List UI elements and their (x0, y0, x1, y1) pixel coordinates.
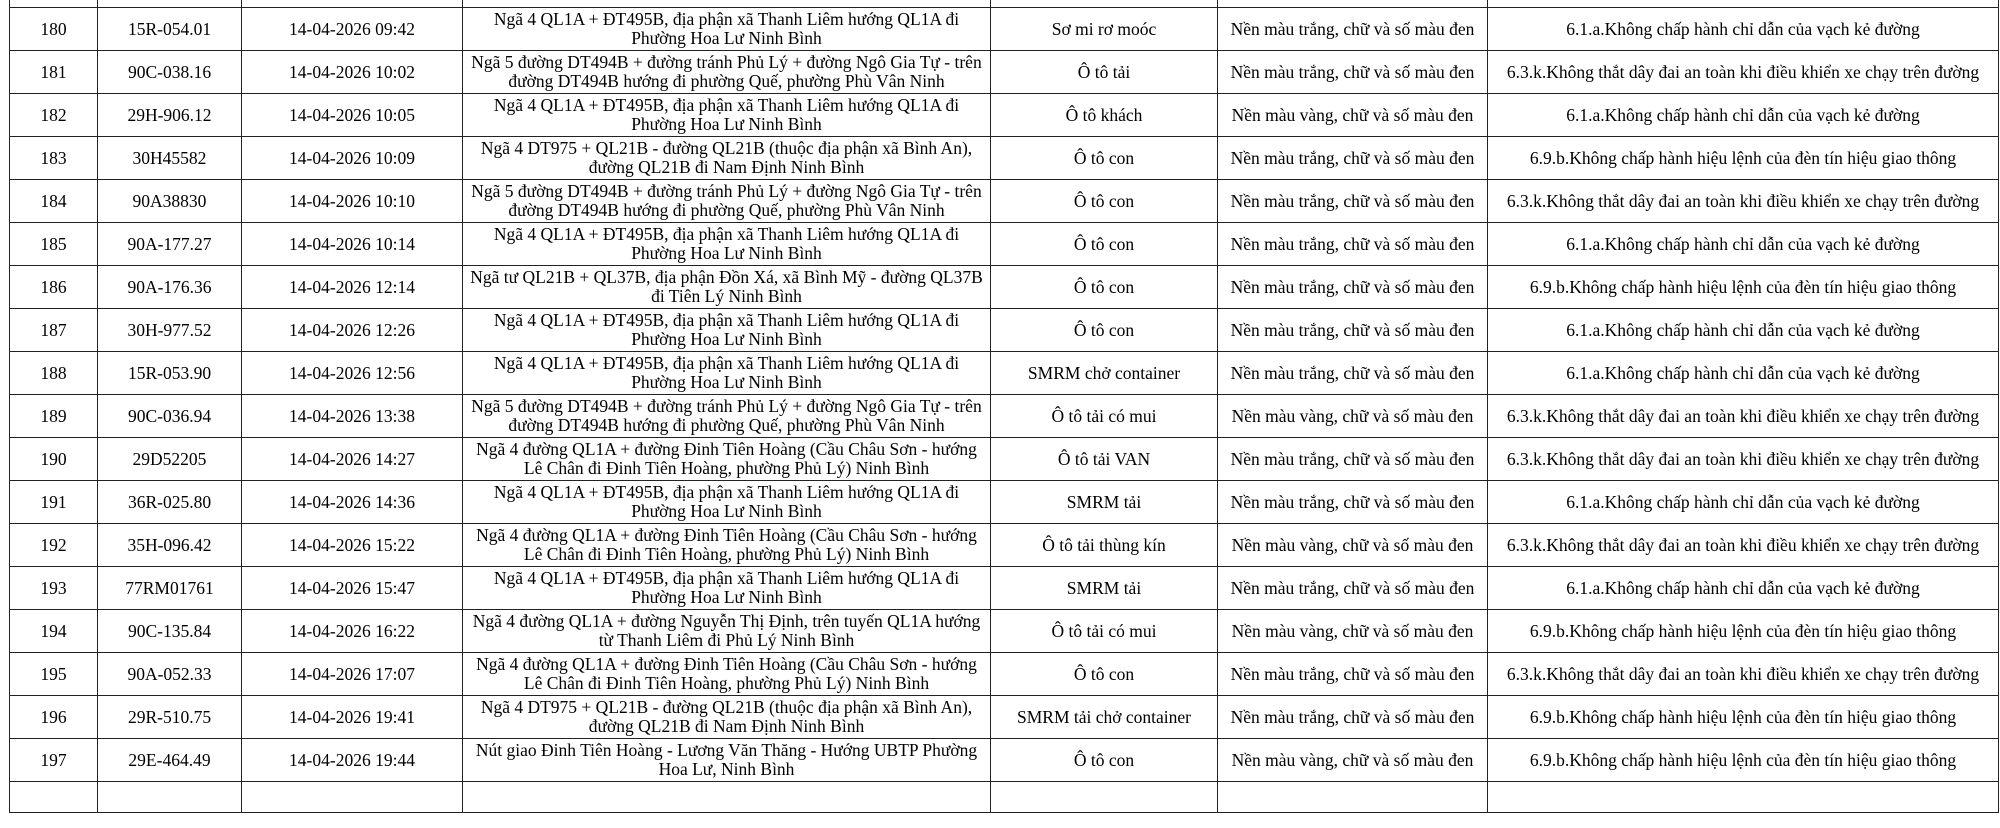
violation-cell: 6.3.k.Không thắt dây đai an toàn khi điều khiển xe chạy trên đường (1488, 395, 1999, 438)
violation-time-cell: 14-04-2026 13:38 (242, 395, 463, 438)
vehicle-type-cell: Ô tô tải thùng kín (991, 524, 1218, 567)
plate-number-cell: 29D52205 (98, 438, 242, 481)
table-row (10, 610, 1999, 653)
plate-number-cell: 90C-036.94 (98, 395, 242, 438)
violation-cell: 6.1.a.Không chấp hành chỉ dẫn của vạch kẻ đường (1488, 567, 1999, 610)
violation-time-cell: 14-04-2026 10:05 (242, 94, 463, 137)
violation-cell: 6.9.b.Không chấp hành hiệu lệnh của đèn tín hiệu giao thông (1488, 696, 1999, 739)
vehicle-type-cell: Ô tô con (991, 739, 1218, 782)
location-cell: Nút giao Đinh Tiên Hoàng - Lương Văn Thăng - Hướng UBTP Phường Hoa Lư, Ninh Bình (463, 739, 991, 782)
table-row (10, 137, 1999, 180)
violation-cell: 6.9.b.Không chấp hành hiệu lệnh của đèn tín hiệu giao thông (1488, 739, 1999, 782)
plate-number-cell: 30H45582 (98, 137, 242, 180)
table-row (10, 266, 1999, 309)
plate-color-cell: Nền màu trắng, chữ và số màu đen (1218, 180, 1488, 223)
violation-time-cell: 14-04-2026 15:22 (242, 524, 463, 567)
plate-color-cell: Nền màu trắng, chữ và số màu đen (1218, 696, 1488, 739)
plate-color-cell: Nền màu trắng, chữ và số màu đen (1218, 51, 1488, 94)
table-row (10, 696, 1999, 739)
violation-cell: 6.3.k.Không thắt dây đai an toàn khi điều khiển xe chạy trên đường (1488, 180, 1999, 223)
row-number-cell: 194 (10, 610, 98, 653)
vehicle-type-cell: Ô tô con (991, 266, 1218, 309)
violation-time-cell: 14-04-2026 14:27 (242, 438, 463, 481)
table-row (10, 94, 1999, 137)
plate-color-cell: Nền màu trắng, chữ và số màu đen (1218, 567, 1488, 610)
plate-color-cell: Nền màu trắng, chữ và số màu đen (1218, 481, 1488, 524)
table-row (10, 8, 1999, 51)
plate-color-cell: Nền màu trắng, chữ và số màu đen (1218, 266, 1488, 309)
violation-time-cell: 14-04-2026 10:10 (242, 180, 463, 223)
vehicle-type-cell: Ô tô con (991, 653, 1218, 696)
plate-number-cell: 15R-053.90 (98, 352, 242, 395)
location-cell: Ngã 4 QL1A + ĐT495B, địa phận xã Thanh Liêm hướng QL1A đi Phường Hoa Lư Ninh Bình (463, 309, 991, 352)
violation-time-cell: 14-04-2026 17:07 (242, 653, 463, 696)
violation-time-cell: 14-04-2026 16:22 (242, 610, 463, 653)
row-number-cell: 196 (10, 696, 98, 739)
plate-number-cell: 15R-054.01 (98, 8, 242, 51)
plate-number-cell: 77RM01761 (98, 567, 242, 610)
partial-row-top (10, 0, 1999, 8)
plate-number-cell: 90C-038.16 (98, 51, 242, 94)
location-cell: Ngã 4 QL1A + ĐT495B, địa phận xã Thanh Liêm hướng QL1A đi Phường Hoa Lư Ninh Bình (463, 8, 991, 51)
table-row (10, 524, 1999, 567)
row-number-cell: 195 (10, 653, 98, 696)
violation-cell: 6.9.b.Không chấp hành hiệu lệnh của đèn tín hiệu giao thông (1488, 610, 1999, 653)
table-row (10, 309, 1999, 352)
location-cell: Ngã 4 đường QL1A + đường Đinh Tiên Hoàng (Cầu Châu Sơn - hướng Lê Chân đi Đinh Tiên Hoàng, phường Phủ Lý) Ninh Bình (463, 438, 991, 481)
plate-color-cell: Nền màu trắng, chữ và số màu đen (1218, 352, 1488, 395)
vehicle-type-cell: Sơ mi rơ moóc (991, 8, 1218, 51)
row-number-cell: 188 (10, 352, 98, 395)
violation-time-cell: 14-04-2026 09:42 (242, 8, 463, 51)
plate-number-cell: 90A-176.36 (98, 266, 242, 309)
vehicle-type-cell: Ô tô tải VAN (991, 438, 1218, 481)
violation-cell: 6.1.a.Không chấp hành chỉ dẫn của vạch kẻ đường (1488, 8, 1999, 51)
plate-color-cell: Nền màu vàng, chữ và số màu đen (1218, 524, 1488, 567)
plate-number-cell: 29H-906.12 (98, 94, 242, 137)
plate-color-cell: Nền màu vàng, chữ và số màu đen (1218, 610, 1488, 653)
vehicle-type-cell: Ô tô con (991, 137, 1218, 180)
location-cell: Ngã 4 đường QL1A + đường Nguyễn Thị Định, trên tuyến QL1A hướng từ Thanh Liêm đi Phủ Lý Ninh Bình (463, 610, 991, 653)
row-number-cell: 197 (10, 739, 98, 782)
violation-time-cell: 14-04-2026 10:09 (242, 137, 463, 180)
vehicle-type-cell: SMRM chở container (991, 352, 1218, 395)
partial-row-bottom (10, 782, 1999, 813)
plate-number-cell: 29R-510.75 (98, 696, 242, 739)
violation-time-cell: 14-04-2026 14:36 (242, 481, 463, 524)
location-cell: Ngã 4 QL1A + ĐT495B, địa phận xã Thanh Liêm hướng QL1A đi Phường Hoa Lư Ninh Bình (463, 352, 991, 395)
violation-cell: 6.3.k.Không thắt dây đai an toàn khi điều khiển xe chạy trên đường (1488, 653, 1999, 696)
table-row (10, 180, 1999, 223)
plate-number-cell: 36R-025.80 (98, 481, 242, 524)
location-cell: Ngã 4 QL1A + ĐT495B, địa phận xã Thanh Liêm hướng QL1A đi Phường Hoa Lư Ninh Bình (463, 481, 991, 524)
vehicle-type-cell: SMRM tải (991, 567, 1218, 610)
table-row (10, 481, 1999, 524)
vehicle-type-cell: Ô tô khách (991, 94, 1218, 137)
table-row (10, 352, 1999, 395)
plate-number-cell: 90A38830 (98, 180, 242, 223)
plate-color-cell: Nền màu trắng, chữ và số màu đen (1218, 223, 1488, 266)
violation-time-cell: 14-04-2026 12:14 (242, 266, 463, 309)
location-cell: Ngã 4 đường QL1A + đường Đinh Tiên Hoàng (Cầu Châu Sơn - hướng Lê Chân đi Đinh Tiên Hoàng, phường Phủ Lý) Ninh Bình (463, 653, 991, 696)
row-number-cell: 193 (10, 567, 98, 610)
row-number-cell: 191 (10, 481, 98, 524)
location-cell: Ngã 4 QL1A + ĐT495B, địa phận xã Thanh Liêm hướng QL1A đi Phường Hoa Lư Ninh Bình (463, 94, 991, 137)
plate-color-cell: Nền màu vàng, chữ và số màu đen (1218, 94, 1488, 137)
violation-cell: 6.9.b.Không chấp hành hiệu lệnh của đèn tín hiệu giao thông (1488, 137, 1999, 180)
row-number-cell: 190 (10, 438, 98, 481)
plate-number-cell: 29E-464.49 (98, 739, 242, 782)
plate-color-cell: Nền màu trắng, chữ và số màu đen (1218, 137, 1488, 180)
row-number-cell: 183 (10, 137, 98, 180)
plate-color-cell: Nền màu trắng, chữ và số màu đen (1218, 438, 1488, 481)
table-row (10, 223, 1999, 266)
plate-number-cell: 90A-052.33 (98, 653, 242, 696)
plate-number-cell: 30H-977.52 (98, 309, 242, 352)
table-row (10, 567, 1999, 610)
plate-color-cell: Nền màu trắng, chữ và số màu đen (1218, 653, 1488, 696)
row-number-cell: 180 (10, 8, 98, 51)
violation-cell: 6.1.a.Không chấp hành chỉ dẫn của vạch kẻ đường (1488, 352, 1999, 395)
vehicle-type-cell: SMRM tải chở container (991, 696, 1218, 739)
row-number-cell: 185 (10, 223, 98, 266)
plate-number-cell: 90C-135.84 (98, 610, 242, 653)
violation-time-cell: 14-04-2026 12:26 (242, 309, 463, 352)
violation-time-cell: 14-04-2026 10:14 (242, 223, 463, 266)
location-cell: Ngã 5 đường DT494B + đường tránh Phủ Lý + đường Ngô Gia Tự - trên đường DT494B hướng đi phường Quế, phường Phù Vân Ninh (463, 51, 991, 94)
plate-number-cell: 35H-096.42 (98, 524, 242, 567)
vehicle-type-cell: SMRM tải (991, 481, 1218, 524)
vehicle-type-cell: Ô tô con (991, 309, 1218, 352)
table-row (10, 653, 1999, 696)
location-cell: Ngã 5 đường DT494B + đường tránh Phủ Lý + đường Ngô Gia Tự - trên đường DT494B hướng đi phường Quế, phường Phù Vân Ninh (463, 180, 991, 223)
location-cell: Ngã 4 đường QL1A + đường Đinh Tiên Hoàng (Cầu Châu Sơn - hướng Lê Chân đi Đinh Tiên Hoàng, phường Phủ Lý) Ninh Bình (463, 524, 991, 567)
violation-cell: 6.1.a.Không chấp hành chỉ dẫn của vạch kẻ đường (1488, 481, 1999, 524)
vehicle-type-cell: Ô tô con (991, 223, 1218, 266)
plate-color-cell: Nền màu trắng, chữ và số màu đen (1218, 8, 1488, 51)
location-cell: Ngã 5 đường DT494B + đường tránh Phủ Lý + đường Ngô Gia Tự - trên đường DT494B hướng đi phường Quế, phường Phù Vân Ninh (463, 395, 991, 438)
row-number-cell: 192 (10, 524, 98, 567)
vehicle-type-cell: Ô tô tải có mui (991, 395, 1218, 438)
violation-cell: 6.1.a.Không chấp hành chỉ dẫn của vạch kẻ đường (1488, 223, 1999, 266)
violation-time-cell: 14-04-2026 19:41 (242, 696, 463, 739)
table-body (10, 0, 1999, 813)
location-cell: Ngã 4 DT975 + QL21B - đường QL21B (thuộc địa phận xã Bình An), đường QL21B đi Nam Định Ninh Bình (463, 137, 991, 180)
violation-time-cell: 14-04-2026 15:47 (242, 567, 463, 610)
violation-cell: 6.3.k.Không thắt dây đai an toàn khi điều khiển xe chạy trên đường (1488, 524, 1999, 567)
vehicle-type-cell: Ô tô con (991, 180, 1218, 223)
row-number-cell: 186 (10, 266, 98, 309)
plate-number-cell: 90A-177.27 (98, 223, 242, 266)
table-row (10, 395, 1999, 438)
plate-color-cell: Nền màu vàng, chữ và số màu đen (1218, 739, 1488, 782)
table-row (10, 51, 1999, 94)
row-number-cell: 181 (10, 51, 98, 94)
row-number-cell: 187 (10, 309, 98, 352)
row-number-cell: 184 (10, 180, 98, 223)
table-row (10, 739, 1999, 782)
violation-cell: 6.3.k.Không thắt dây đai an toàn khi điều khiển xe chạy trên đường (1488, 438, 1999, 481)
plate-color-cell: Nền màu vàng, chữ và số màu đen (1218, 395, 1488, 438)
location-cell: Ngã tư QL21B + QL37B, địa phận Đồn Xá, xã Bình Mỹ - đường QL37B đi Tiên Lý Ninh Bình (463, 266, 991, 309)
row-number-cell: 189 (10, 395, 98, 438)
vehicle-type-cell: Ô tô tải có mui (991, 610, 1218, 653)
violation-time-cell: 14-04-2026 12:56 (242, 352, 463, 395)
violation-time-cell: 14-04-2026 10:02 (242, 51, 463, 94)
table-row (10, 438, 1999, 481)
location-cell: Ngã 4 DT975 + QL21B - đường QL21B (thuộc địa phận xã Bình An), đường QL21B đi Nam Định Ninh Bình (463, 696, 991, 739)
violation-cell: 6.1.a.Không chấp hành chỉ dẫn của vạch kẻ đường (1488, 94, 1999, 137)
plate-color-cell: Nền màu trắng, chữ và số màu đen (1218, 309, 1488, 352)
location-cell: Ngã 4 QL1A + ĐT495B, địa phận xã Thanh Liêm hướng QL1A đi Phường Hoa Lư Ninh Bình (463, 567, 991, 610)
violation-cell: 6.9.b.Không chấp hành hiệu lệnh của đèn tín hiệu giao thông (1488, 266, 1999, 309)
violation-cell: 6.3.k.Không thắt dây đai an toàn khi điều khiển xe chạy trên đường (1488, 51, 1999, 94)
row-number-cell: 182 (10, 94, 98, 137)
violation-cell: 6.1.a.Không chấp hành chỉ dẫn của vạch kẻ đường (1488, 309, 1999, 352)
vehicle-type-cell: Ô tô tải (991, 51, 1218, 94)
violations-table (9, 0, 1999, 813)
violation-time-cell: 14-04-2026 19:44 (242, 739, 463, 782)
location-cell: Ngã 4 QL1A + ĐT495B, địa phận xã Thanh Liêm hướng QL1A đi Phường Hoa Lư Ninh Bình (463, 223, 991, 266)
